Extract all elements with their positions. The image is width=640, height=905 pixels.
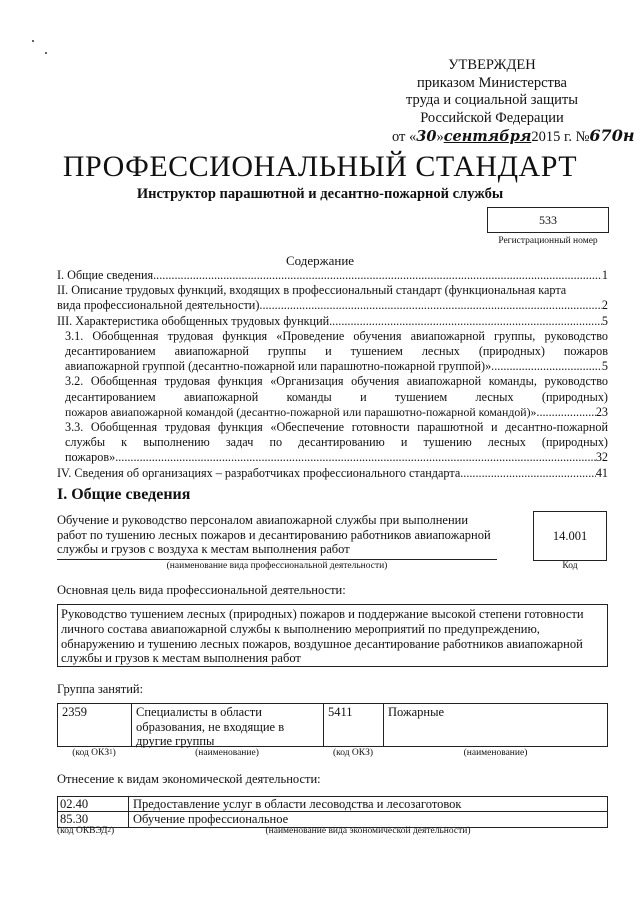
toc-entry-3-1[interactable] [57,329,608,375]
scan-speck [45,52,47,54]
occupation-group-table [57,703,608,747]
toc-entry-iii[interactable] [57,314,608,329]
scan-speck [32,40,34,42]
okz-name-caption-2: (наименование) [463,748,528,758]
work-field-caption: (наименование вида профессиональной деятельности) [166,561,388,571]
toc-entry-3-2[interactable] [57,374,608,420]
section-heading: I. Общие сведения [57,486,191,503]
approval-line1: УТВЕРЖДЕН [448,57,536,73]
caption-text: (код ОКВЭД [57,826,108,836]
okved-name-caption: (наименование вида экономической деятельности) [265,826,471,836]
group-code-2: 5411 [324,704,384,746]
group-name-2: Пожарные [388,705,445,719]
toc-entry-3-3[interactable] [57,420,608,466]
footnote-mark: 2 [107,826,111,834]
toc-entry-i[interactable] [57,268,608,283]
toc-leader [115,450,596,465]
caption-text: (код ОКЗ [72,748,110,758]
toc-page: 2 [601,298,608,313]
toc-entry-text: пожаров авиапожарной командой (десантно-пожарной или парашютно-пожарной командой)» [65,404,537,419]
toc-entry-text: III. Характеристика обобщенных трудовых функций [57,313,330,328]
okved-name: Предоставление услуг в области лесоводства и лесозаготовок [133,797,462,811]
date-year: 2015 г. № [531,129,590,145]
work-field-code: 14.001 [533,511,607,561]
date-day: 30 [416,128,437,145]
toc-leader [153,268,602,283]
okz-code-caption-2: (код ОКЗ) [332,748,374,758]
page-title: ПРОФЕССИОНАЛЬНЫЙ СТАНДАРТ [62,150,578,183]
okved-code: 02.40 [58,797,129,811]
toc-entry-text: I. Общие сведения [57,268,154,282]
table-of-contents [57,268,608,481]
toc-entry-text: 3.2. Обобщенная трудовая функция «Организация обучения авиапожарной команды, руководство десантированием авиапожарной команды и тушением лесных (природных) [65,374,608,404]
registration-number-label: Регистрационный номер [498,236,598,246]
toc-page: 5 [601,359,608,374]
approval-line3: труда и социальной защиты [406,92,578,108]
approval-date [392,127,634,147]
work-field-name: Обучение и руководство персоналом авиапожарной службы при выполнении работ по тушению лесных пожаров и десантированию работников авиапожарной службы и грузов с воздуха к местам выполнения работ [57,513,497,560]
goal-label: Основная цель вида профессиональной деятельности: [57,583,346,597]
toc-entry-text: IV. Сведения об организациях – разработчиках профессионального стандарта [57,465,461,480]
toc-leader [460,466,596,481]
order-number: 670н [589,126,635,145]
toc-entry-iv[interactable] [57,466,608,481]
okved-table [57,796,608,828]
caption-text: ) [110,826,115,836]
toc-page: 1 [601,268,608,282]
group-captions [57,748,608,758]
caption-text: ) [112,748,116,758]
okved-captions [57,826,608,836]
date-prefix: от « [392,129,417,145]
toc-page: 32 [595,450,608,465]
toc-entry-text: вида профессиональной деятельности) [57,298,260,313]
okz-code-caption-1 [57,748,131,758]
registration-number-box: 533 [487,207,609,233]
toc-heading: Содержание [285,253,355,268]
date-month: сентября [443,128,532,145]
toc-entry-text: 3.1. Обобщенная трудовая функция «Проведение обучения авиапожарной группы, руководство десантированием авиапожарной группы и тушением лесных (природных) пожаров [65,328,608,359]
okz-name-caption-1: (наименование) [195,748,259,758]
toc-leader [329,314,602,329]
okved-code: 85.30 [58,812,129,827]
group-label: Группа занятий: [57,682,144,696]
approval-line2: приказом Министерства [417,74,567,91]
page-subtitle: Инструктор парашютной и десантно-пожарной службы [136,186,504,202]
toc-leader [536,405,595,420]
toc-entry-text: пожаров» [65,450,116,465]
toc-leader [259,298,602,313]
footnote-mark: 1 [109,748,113,756]
approval-block [392,57,635,147]
toc-entry-text: II. Описание трудовых функций, входящих в профессиональный стандарт (функциональная карта [57,283,567,298]
okved-name: Обучение профессиональное [133,812,289,826]
toc-page: 41 [595,465,608,480]
date-mid: » [436,129,444,145]
okved-code-caption [57,826,128,836]
table-row [57,796,608,812]
code-caption: Код [562,561,578,571]
goal-text: Руководство тушением лесных (природных) пожаров и поддержание высокой степени готовности личного состава авиапожарной службы к выполнению мероприятий по предупреждению, обнаружению и тушению лесных пожаров, воздушное десантирование работников авиапожарной службы и грузов к местам выполнения работ [57,604,608,667]
okved-label: Отнесение к видам экономической деятельности: [57,772,321,786]
toc-entry-text: авиапожарной группой (десантно-пожарной или парашютно-пожарной группой)» [65,359,492,374]
toc-leader [491,359,602,374]
toc-page: 23 [595,404,608,419]
toc-entry-ii[interactable] [57,283,608,313]
group-name-1: Специалисты в области образования, не входящие в другие группы [132,704,324,746]
approval-line4: Российской Федерации [420,109,564,126]
toc-entry-text: 3.3. Обобщенная трудовая функция «Обеспечение готовности парашютной и десантно-пожарной службы к выполнению задач по десантированию и тушению лесных (природных) [65,420,608,450]
group-code-1: 2359 [58,704,132,746]
toc-page: 5 [601,313,608,328]
